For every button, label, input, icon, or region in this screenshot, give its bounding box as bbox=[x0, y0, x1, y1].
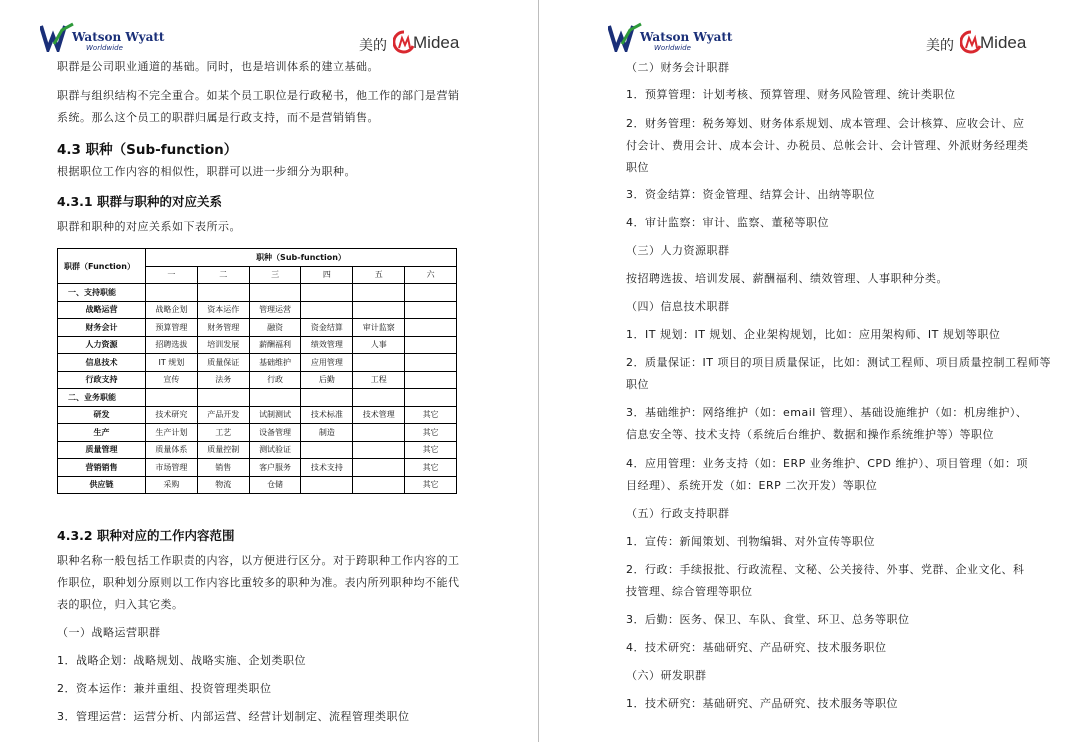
table-cell bbox=[405, 336, 457, 354]
watson-wyatt-logo bbox=[608, 18, 738, 58]
list-item: 技管理、综合管理等职位 bbox=[626, 585, 753, 598]
section-heading-4-3: 4.3 职种（Sub-function） bbox=[57, 142, 238, 158]
midea-logo bbox=[926, 30, 1026, 58]
table-cell: 产品开发 bbox=[197, 406, 249, 424]
row-header: 行政支持 bbox=[58, 371, 146, 389]
table-cell bbox=[353, 441, 405, 459]
row-header: 信息技术 bbox=[58, 354, 146, 372]
table-cell: 宣传 bbox=[146, 371, 198, 389]
table-cell bbox=[405, 371, 457, 389]
midea-logo bbox=[359, 30, 459, 58]
table-row bbox=[58, 476, 457, 494]
subsection-title: （五）行政支持职群 bbox=[626, 507, 730, 520]
list-item: 信息安全等、技术支持（系统后台维护、数据和操作系统维护等）等职位 bbox=[626, 428, 994, 441]
subsection-title: （四）信息技术职群 bbox=[626, 300, 730, 313]
column-header: 五 bbox=[353, 266, 405, 284]
table-row bbox=[58, 459, 457, 477]
row-header: 财务会计 bbox=[58, 319, 146, 337]
column-header: 三 bbox=[249, 266, 301, 284]
table-cell bbox=[197, 389, 249, 407]
table-cell bbox=[405, 354, 457, 372]
table-row bbox=[58, 301, 457, 319]
table-cell: 其它 bbox=[405, 406, 457, 424]
paragraph: 作职位，职种划分原则以工作内容比重较多的职种为准。表内所列职种均不能代 bbox=[57, 576, 460, 589]
list-item: 3．基础维护：网络维护（如：email 管理）、基础设施维护（如：机房维护）、 bbox=[626, 406, 1028, 419]
list-item: 4．审计监察：审计、监察、董秘等职位 bbox=[626, 216, 829, 229]
list-item: 1．战略企划：战略规划、战略实施、企划类职位 bbox=[57, 654, 306, 667]
paragraph: 系统。那么这个员工的职群归属是行政支持，而不是营销销售。 bbox=[57, 111, 379, 124]
midea-m-icon bbox=[393, 30, 415, 54]
table-cell bbox=[146, 284, 198, 302]
subsection-title: （三）人力资源职群 bbox=[626, 244, 730, 257]
table-cell: 人事 bbox=[353, 336, 405, 354]
list-item: 2．行政：手续报批、行政流程、文秘、公关接待、外事、党群、企业文化、科 bbox=[626, 563, 1025, 576]
table-cell: 质量体系 bbox=[146, 441, 198, 459]
row-header: 供应链 bbox=[58, 476, 146, 494]
list-item: 1．预算管理：计划考核、预算管理、财务风险管理、统计类职位 bbox=[626, 88, 956, 101]
list-item: 3．资金结算：资金管理、结算会计、出纳等职位 bbox=[626, 188, 875, 201]
table-cell: 质量控制 bbox=[197, 441, 249, 459]
table-cell bbox=[405, 389, 457, 407]
table-cell: 行政 bbox=[249, 371, 301, 389]
table-row bbox=[58, 354, 457, 372]
table-cell bbox=[353, 459, 405, 477]
table-cell: 市场管理 bbox=[146, 459, 198, 477]
list-item: 3．管理运营：运营分析、内部运营、经营计划制定、流程管理类职位 bbox=[57, 710, 410, 723]
subsection-title: （二）财务会计职群 bbox=[626, 61, 730, 74]
table-cell bbox=[249, 389, 301, 407]
list-item: 3．后勤：医务、保卫、车队、食堂、环卫、总务等职位 bbox=[626, 613, 910, 626]
column-header: 一 bbox=[146, 266, 198, 284]
table-cell bbox=[249, 284, 301, 302]
table-cell: 销售 bbox=[197, 459, 249, 477]
paragraph: 按招聘选拔、培训发展、薪酬福利、绩效管理、人事职种分类。 bbox=[626, 272, 948, 285]
paragraph: 表的职位，归入其它类。 bbox=[57, 598, 184, 611]
table-cell: 试制测试 bbox=[249, 406, 301, 424]
table-cell: 技术研究 bbox=[146, 406, 198, 424]
table-cell: 培训发展 bbox=[197, 336, 249, 354]
table-cell: 融资 bbox=[249, 319, 301, 337]
list-item: 1．宣传：新闻策划、刊物编辑、对外宣传等职位 bbox=[626, 535, 875, 548]
table-cell: 制造 bbox=[301, 424, 353, 442]
section-heading-4-3-1: 4.3.1 职群与职种的对应关系 bbox=[57, 194, 222, 209]
list-item: 2．财务管理：税务筹划、财务体系规划、成本管理、会计核算、应收会计、应 bbox=[626, 117, 1025, 130]
table-cell: 审计监察 bbox=[353, 319, 405, 337]
table-cell: 其它 bbox=[405, 441, 457, 459]
column-header: 六 bbox=[405, 266, 457, 284]
table-cell: 招聘选拔 bbox=[146, 336, 198, 354]
section-heading-4-3-2: 4.3.2 职种对应的工作内容范围 bbox=[57, 528, 235, 543]
watson-wyatt-worldwide: Worldwide bbox=[654, 44, 691, 52]
table-row bbox=[58, 319, 457, 337]
table-cell bbox=[405, 301, 457, 319]
table-cell bbox=[405, 284, 457, 302]
table-group-header: 职种（Sub-function） bbox=[146, 249, 457, 267]
paragraph: 职种名称一般包括工作职责的内容，以方便进行区分。对于跨职种工作内容的工 bbox=[57, 554, 460, 567]
table-cell bbox=[301, 441, 353, 459]
table-cell bbox=[353, 284, 405, 302]
table-cell: 战略企划 bbox=[146, 301, 198, 319]
watson-wyatt-logo bbox=[40, 18, 170, 58]
midea-chinese-name: 美的 bbox=[359, 38, 387, 54]
table-cell: 生产计划 bbox=[146, 424, 198, 442]
table-cell: 其它 bbox=[405, 476, 457, 494]
list-item: 4．技术研究：基础研究、产品研究、技术服务职位 bbox=[626, 641, 887, 654]
table-cell: 客户服务 bbox=[249, 459, 301, 477]
table-cell bbox=[301, 284, 353, 302]
table-cell: IT 规划 bbox=[146, 354, 198, 372]
table-cell bbox=[146, 389, 198, 407]
table-cell: 绩效管理 bbox=[301, 336, 353, 354]
table-cell bbox=[405, 319, 457, 337]
table-cell: 资本运作 bbox=[197, 301, 249, 319]
midea-english-name: Midea bbox=[980, 33, 1027, 52]
table-cell bbox=[301, 389, 353, 407]
function-subfunction-table bbox=[57, 248, 457, 494]
table-cell bbox=[353, 354, 405, 372]
table-cell: 管理运营 bbox=[249, 301, 301, 319]
row-header: 生产 bbox=[58, 424, 146, 442]
list-item: 1．IT 规划：IT 规划、企业架构规划，比如：应用架构师、IT 规划等职位 bbox=[626, 328, 1001, 341]
paragraph: 职群和职种的对应关系如下表所示。 bbox=[57, 220, 241, 233]
table-cell: 物流 bbox=[197, 476, 249, 494]
table-cell: 技术标准 bbox=[301, 406, 353, 424]
row-header: 营销销售 bbox=[58, 459, 146, 477]
table-cell: 财务管理 bbox=[197, 319, 249, 337]
watson-wyatt-worldwide: Worldwide bbox=[86, 44, 123, 52]
subsection-title: （一）战略运营职群 bbox=[57, 626, 161, 639]
list-item: 2．质量保证：IT 项目的项目质量保证，比如：测试工程师、项目质量控制工程师等 bbox=[626, 356, 1051, 369]
table-cell: 工艺 bbox=[197, 424, 249, 442]
table-cell: 基础维护 bbox=[249, 354, 301, 372]
paragraph: 根据职位工作内容的相似性，职群可以进一步细分为职种。 bbox=[57, 165, 356, 178]
midea-english-name: Midea bbox=[413, 33, 460, 52]
page-divider bbox=[538, 0, 539, 742]
paragraph: 职群与组织结构不完全重合。如某个员工职位是行政秘书，他工作的部门是营销 bbox=[57, 89, 460, 102]
table-section-header: 一、支持职能 bbox=[58, 284, 146, 302]
table-cell: 薪酬福利 bbox=[249, 336, 301, 354]
list-item: 1．技术研究：基础研究、产品研究、技术服务等职位 bbox=[626, 697, 898, 710]
table-cell: 后勤 bbox=[301, 371, 353, 389]
table-cell: 采购 bbox=[146, 476, 198, 494]
table-cell: 仓储 bbox=[249, 476, 301, 494]
table-cell: 其它 bbox=[405, 459, 457, 477]
watson-wyatt-w-icon bbox=[40, 22, 74, 52]
table-cell: 技术支持 bbox=[301, 459, 353, 477]
table-cell bbox=[301, 301, 353, 319]
subsection-title: （六）研发职群 bbox=[626, 669, 707, 682]
left-page-header bbox=[0, 0, 538, 60]
watson-wyatt-name: Watson Wyatt bbox=[72, 30, 165, 44]
left-page bbox=[0, 0, 538, 742]
table-cell bbox=[197, 284, 249, 302]
table-cell: 设备管理 bbox=[249, 424, 301, 442]
table-corner-header: 职群（Function） bbox=[58, 249, 146, 284]
column-header: 二 bbox=[197, 266, 249, 284]
list-item: 4．应用管理：业务支持（如：ERP 业务维护、CPD 维护）、项目管理（如：项 bbox=[626, 457, 1029, 470]
table-cell: 应用管理 bbox=[301, 354, 353, 372]
table-cell: 预算管理 bbox=[146, 319, 198, 337]
row-header: 人力资源 bbox=[58, 336, 146, 354]
table-row bbox=[58, 406, 457, 424]
row-header: 战略运营 bbox=[58, 301, 146, 319]
table-cell: 测试验证 bbox=[249, 441, 301, 459]
list-item: 付会计、费用会计、成本会计、办税员、总帐会计、会计管理、外派财务经理类 bbox=[626, 139, 1029, 152]
right-page bbox=[541, 0, 1080, 742]
table-row bbox=[58, 336, 457, 354]
row-header: 质量管理 bbox=[58, 441, 146, 459]
table-row bbox=[58, 441, 457, 459]
table-cell: 资金结算 bbox=[301, 319, 353, 337]
list-item: 2．资本运作：兼并重组、投资管理类职位 bbox=[57, 682, 272, 695]
table-cell bbox=[301, 476, 353, 494]
right-page-header bbox=[541, 0, 1080, 60]
watson-wyatt-name: Watson Wyatt bbox=[640, 30, 733, 44]
table-cell: 技术管理 bbox=[353, 406, 405, 424]
column-header: 四 bbox=[301, 266, 353, 284]
table-cell: 工程 bbox=[353, 371, 405, 389]
table-cell: 法务 bbox=[197, 371, 249, 389]
table-row bbox=[58, 424, 457, 442]
table-cell bbox=[353, 389, 405, 407]
row-header: 研发 bbox=[58, 406, 146, 424]
table-row bbox=[58, 371, 457, 389]
midea-chinese-name: 美的 bbox=[926, 38, 954, 54]
paragraph: 职群是公司职业通道的基础。同时，也是培训体系的建立基础。 bbox=[57, 60, 379, 73]
table-cell: 其它 bbox=[405, 424, 457, 442]
table-cell bbox=[353, 476, 405, 494]
table-cell bbox=[353, 301, 405, 319]
table-cell bbox=[353, 424, 405, 442]
table-section-header: 二、业务职能 bbox=[58, 389, 146, 407]
list-item: 目经理）、系统开发（如：ERP 二次开发）等职位 bbox=[626, 479, 878, 492]
watson-wyatt-w-icon bbox=[608, 22, 642, 52]
table-cell: 质量保证 bbox=[197, 354, 249, 372]
midea-m-icon bbox=[960, 30, 982, 54]
list-item: 职位 bbox=[626, 161, 649, 174]
list-item: 职位 bbox=[626, 378, 649, 391]
